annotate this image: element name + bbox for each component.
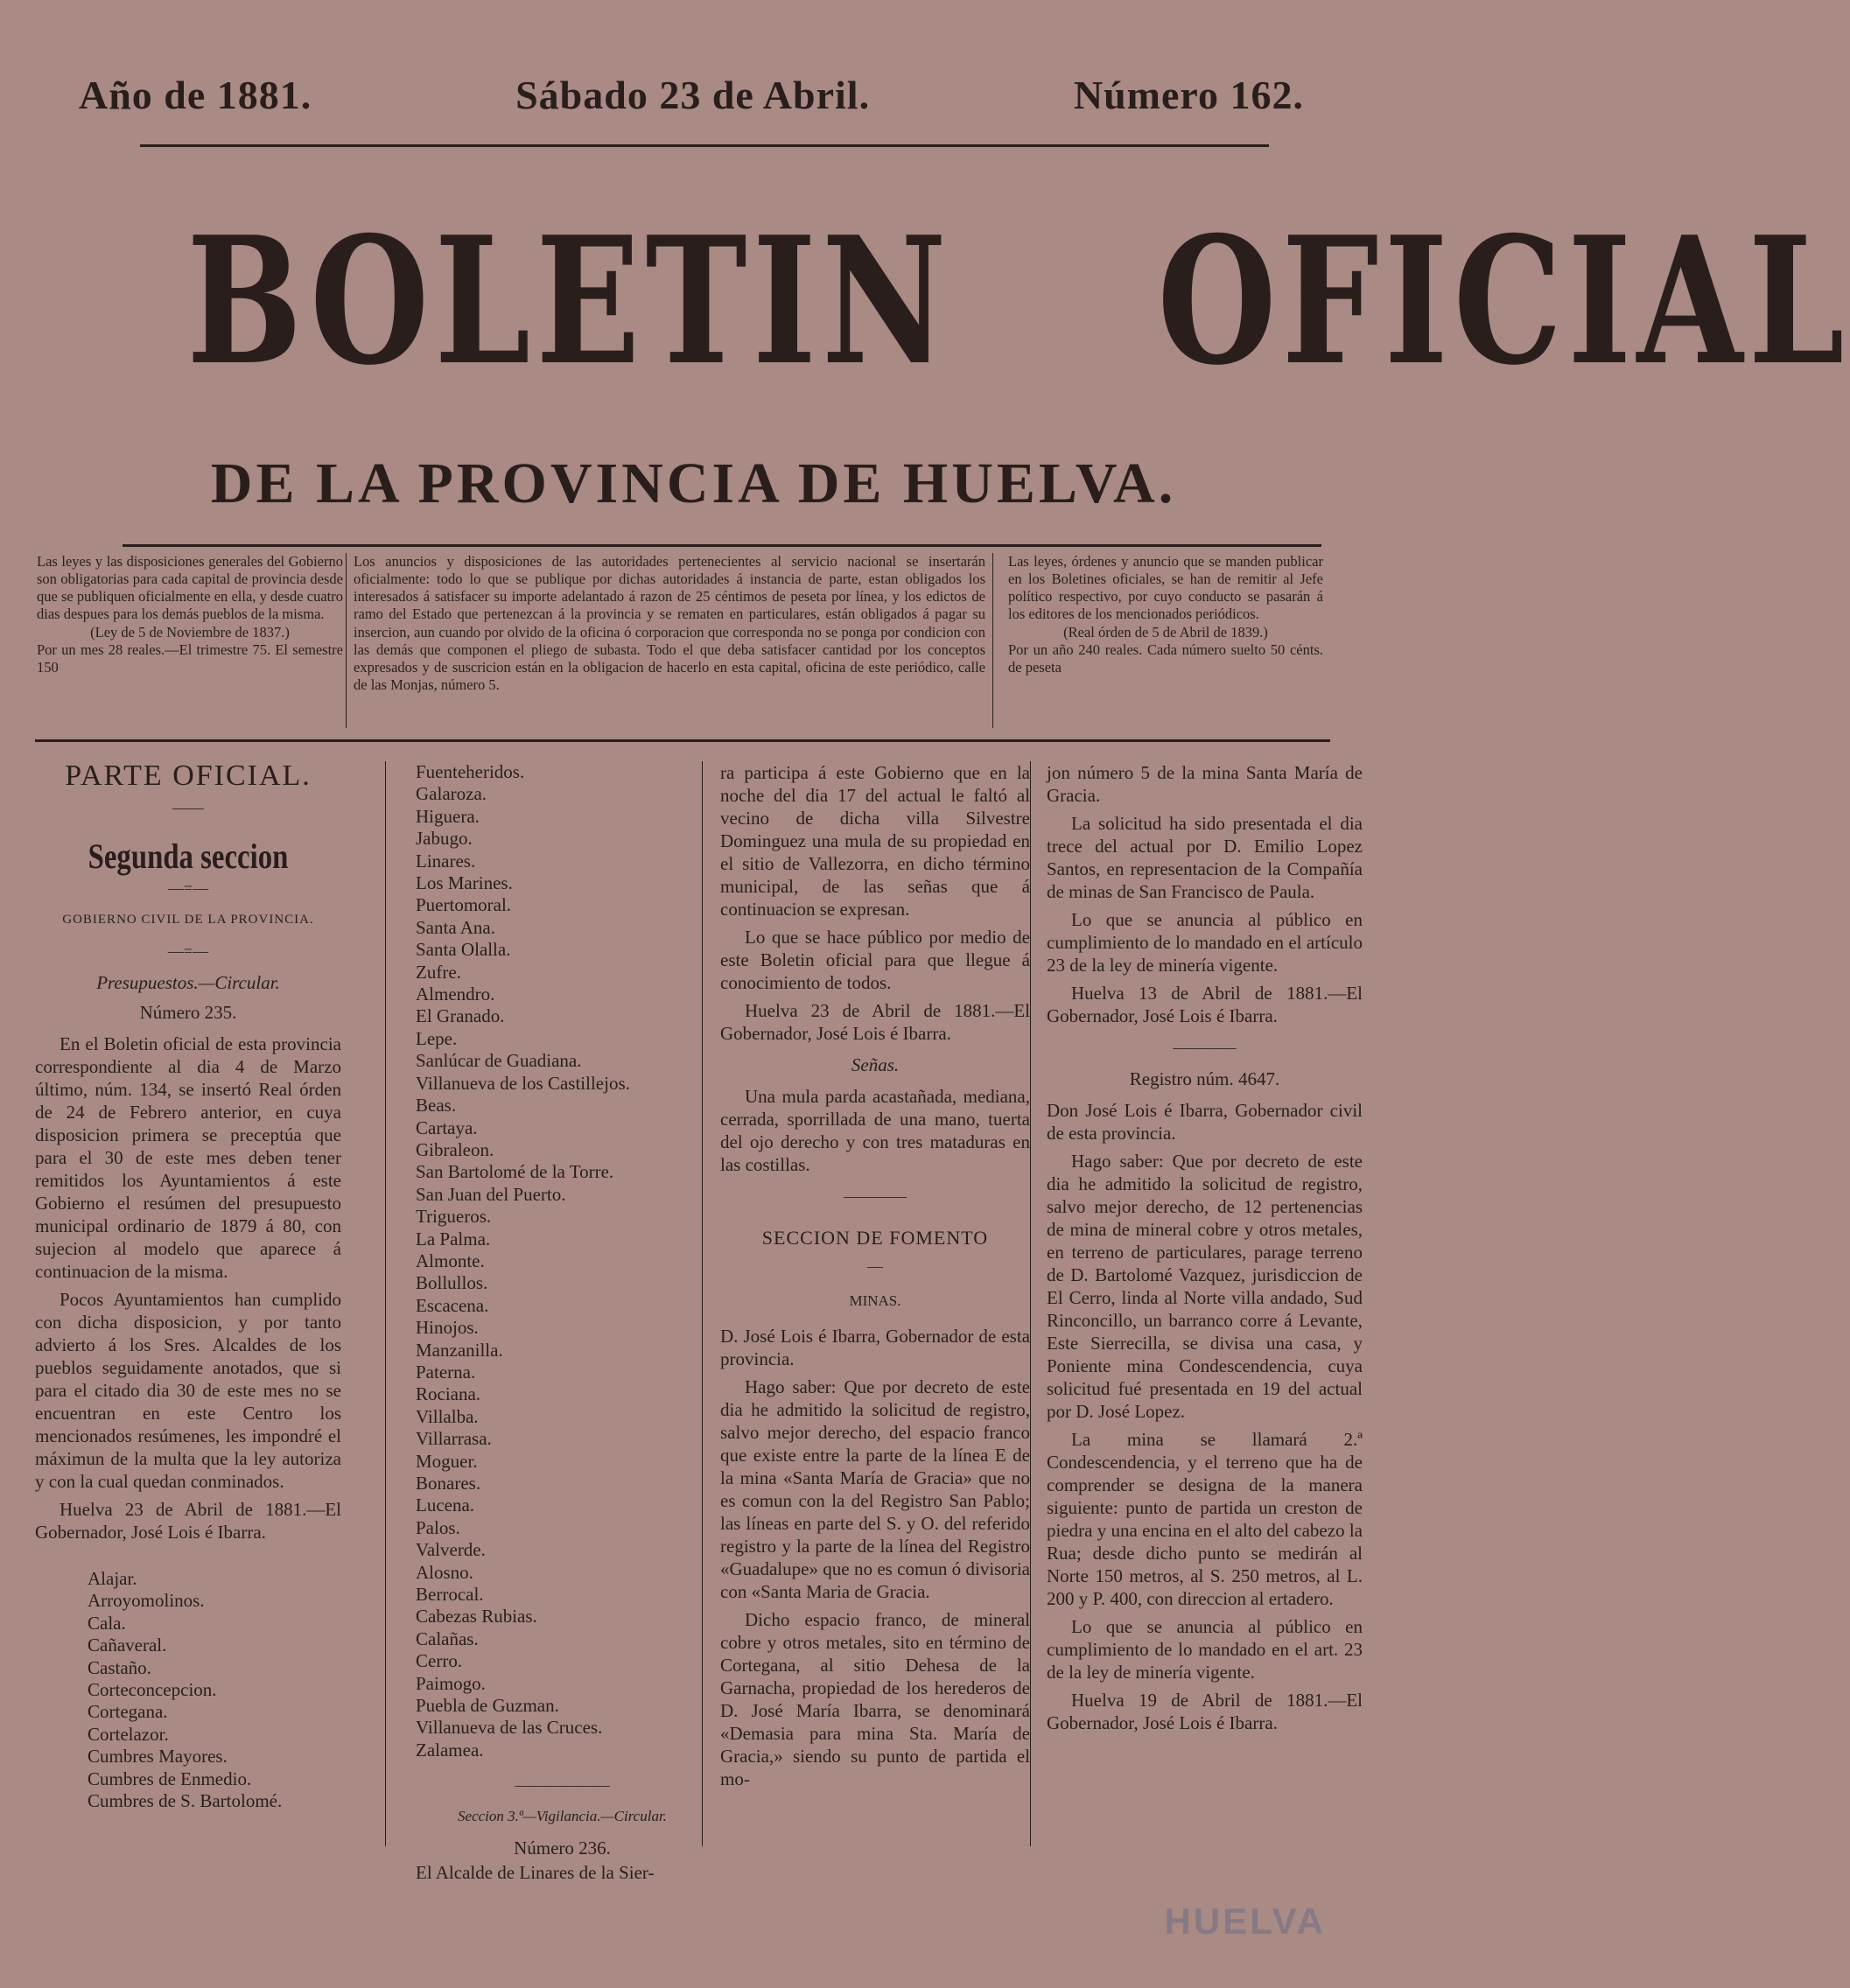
list-item: Linares. <box>416 850 476 872</box>
list-item: Almendro. <box>416 984 495 1005</box>
town-list <box>88 1568 341 1812</box>
issue-date: Sábado 23 de Abril. <box>515 72 871 117</box>
paragraph: Lo que se anuncia al público en cumplimiento de lo mandado en el art. 23 de la ley de minería vigente. <box>1047 1616 1363 1683</box>
list-item: San Juan del Puerto. <box>416 1183 566 1205</box>
circular-number: Número 235. <box>139 1002 237 1023</box>
list-item: Villanueva de las Cruces. <box>416 1717 603 1739</box>
paragraph: Pocos Ayuntamientos han cumplido con dicha disposicion, y por tanto advierto á los Sres. Alcaldes de los pueblos seguidamente anotados, que si para el citado dia 30 de este mes no se encuentran en este Centro los mencionados resúmenes, les impondré el máximun de la multa que la ley autoriza y con la cual quedan conminados. <box>35 1289 341 1492</box>
list-item: Corteconcepcion. <box>88 1679 217 1701</box>
signature: Huelva 23 de Abril de 1881.—El Gobernador, José Lois é Ibarra. <box>35 1499 341 1543</box>
ornament: ———— <box>844 1187 907 1205</box>
list-item: Higuera. <box>416 805 480 827</box>
column-3 <box>702 761 1030 1846</box>
paragraph: jon número 5 de la mina Santa María de Gracia. <box>1047 762 1363 806</box>
senas-heading: Señas. <box>851 1054 900 1075</box>
list-item: La Palma. <box>416 1228 491 1250</box>
list-item: Castaño. <box>88 1656 151 1678</box>
list-item: Zalamea. <box>416 1739 484 1760</box>
paragraph: Don José Lois é Ibarra, Gobernador civil de esta provincia. <box>1047 1100 1363 1144</box>
list-item: Bonares. <box>416 1473 481 1494</box>
ornament: —————— <box>515 1776 610 1795</box>
list-item: Rociana. <box>416 1383 481 1405</box>
issue-year: Año de 1881. <box>79 72 312 117</box>
list-item: Fuenteheridos. <box>416 761 525 782</box>
registro-heading: Registro núm. 4647. <box>1129 1068 1280 1089</box>
list-item: Valverde. <box>416 1539 486 1561</box>
list-item: Galaroza. <box>416 783 487 805</box>
segunda-seccion-heading: Segunda seccion <box>88 836 289 876</box>
list-item: Santa Olalla. <box>416 939 511 961</box>
list-item: Berrocal. <box>416 1584 484 1606</box>
column-2 <box>416 761 709 1884</box>
ornament: —— <box>172 799 204 816</box>
paragraph: Dicho espacio franco, de mineral cobre y otros metales, sito en término de Cortegana, al sitio Dehesa de la Garnacha, propiedad de los herederos de D. José María Ibarra, se denominará «Demasia para mina Sta. María de Gracia,» siendo su punto de partida el mo- <box>720 1609 1030 1789</box>
list-item: Trigueros. <box>416 1206 492 1228</box>
list-item: Hinojos. <box>416 1317 479 1339</box>
list-item: Bollullos. <box>416 1272 488 1294</box>
list-item: Cumbres Mayores. <box>88 1746 228 1768</box>
list-item: Lucena. <box>416 1494 475 1516</box>
list-item: Alajar. <box>88 1568 137 1589</box>
list-item: Villarrasa. <box>416 1428 492 1450</box>
masthead-word-oficial: OFICIAL <box>1157 199 1850 404</box>
paragraph: Hago saber: Que por decreto de este dia he admitido la solicitud de registro, salvo mejor derecho, de 12 pertenencias de mina de mineral cobre y otros metales, en terreno de particulares, parage terreno de D. Bartolomé Vazquez, jurisdiccion de El Cerro, linda al Norte villa andado, Sud Rinconcillo, un barranco corre á Levante, Este Sierrecilla, se divisa una casa, y Poniente mina Condescendencia, cuya solicitud fué presentada en 19 del actual por D. José Lopez. <box>1047 1151 1363 1422</box>
column-divider <box>385 761 386 1846</box>
vigilancia-number: Número 236. <box>514 1838 611 1859</box>
notice-right-ref: (Real órden de 5 de Abril de 1839.) <box>1063 623 1268 640</box>
notice-right-price: Por un año 240 reales. Cada número suelto 50 cénts. de peseta <box>1008 640 1323 676</box>
parte-oficial-heading: PARTE OFICIAL. <box>65 760 312 792</box>
vigilancia-heading: Seccion 3.ª—Vigilancia.—Circular. <box>458 1808 667 1825</box>
gobierno-heading: GOBIERNO CIVIL DE LA PROVINCIA. <box>62 913 314 927</box>
paragraph: La mina se llamará 2.ª Condescendencia, y el terreno que ha de comprender se designa de la manera siguiente: punto de partida un creston de piedra y una encina en el alto del cabezo la Rua; desde dicho punto se medirán al Norte 150 metros, al S. 250 metros, al L. 200 y P. 400, con direccion al ertadero. <box>1047 1429 1363 1609</box>
list-item: Jabugo. <box>416 828 473 850</box>
ornament: — <box>867 1257 883 1275</box>
notice-right-text: Las leyes, órdenes y anuncio que se manden publicar en los Boletines oficiales, se han de remitir al Jefe político respectivo, por cuyo conducto se pasarán á los editores de los mencionados periódicos. <box>1008 553 1323 623</box>
paragraph: La solicitud ha sido presentada el dia trece del actual por D. Emilio Lopez Santos, en representacion de la Compañía de minas de San Francisco de Paula. <box>1047 813 1363 902</box>
list-item: El Granado. <box>416 1005 505 1027</box>
paragraph: Lo que se hace público por medio de este Boletin oficial para que llegue á conocimiento de todos. <box>720 927 1030 993</box>
town-list <box>416 761 709 1761</box>
list-item: Gibraleon. <box>416 1138 494 1160</box>
list-item: Palos. <box>416 1516 460 1538</box>
notice-center-text: Los anuncios y disposiciones de las autoridades pertenecientes al servicio nacional se insertarán oficialmente: todo lo que se publique por dichas autoridades á instancia de parte, estan obligados los interesados á satisfacer su importe adelantado á razon de 25 céntimos de peseta por línea, y los edictos de ramo del Estado que pertenezcan á la provincia y se rematen en particulares, están obligados á pagar su insercion, aun cuando por olvido de la oficina ó corporacion que corresponda no se ponga por condicion con las demás que componen el pliego de subasta. Todo el que deba satisfacer cantidad por los conceptos expresados y de suscricion están en la obligacion de hacerlo en esta capital, oficina de este periódico, calle de las Monjas, número 5. <box>354 553 985 693</box>
signature: Huelva 13 de Abril de 1881.—El Gobernador, José Lois é Ibarra. <box>1047 983 1363 1026</box>
fomento-heading: SECCION DE FOMENTO <box>761 1227 989 1249</box>
header-rule <box>140 144 1269 147</box>
list-item: Manzanilla. <box>416 1339 503 1361</box>
issue-number: Número 162. <box>1073 72 1304 117</box>
list-item: Cumbres de S. Bartolomé. <box>88 1790 283 1812</box>
list-item: Paterna. <box>416 1361 476 1382</box>
list-item: Cerro. <box>416 1650 463 1672</box>
masthead-word-boletin: BOLETIN <box>186 199 952 404</box>
signature: Huelva 23 de Abril de 1881.—El Gobernador, José Lois é Ibarra. <box>720 1000 1030 1044</box>
list-item: Zufre. <box>416 961 461 983</box>
ornament: ———— <box>1173 1039 1237 1056</box>
list-item: Cumbres de Enmedio. <box>88 1768 252 1789</box>
masthead-subtitle: DE LA PROVINCIA DE HUELVA. <box>210 452 1177 515</box>
list-item: Cabezas Rubias. <box>416 1606 537 1628</box>
issue-header <box>79 68 1304 121</box>
column-1 <box>35 761 341 1846</box>
list-item: Beas. <box>416 1095 457 1116</box>
list-item: San Bartolomé de la Torre. <box>416 1161 614 1183</box>
list-item: Sanlúcar de Guadiana. <box>416 1050 582 1072</box>
list-item: Cortegana. <box>88 1701 168 1723</box>
list-item: Calañas. <box>416 1628 479 1649</box>
notice-left-ref: (Ley de 5 de Noviembre de 1837.) <box>90 623 290 640</box>
list-item: Cañaveral. <box>88 1634 167 1656</box>
list-item: Arroyomolinos. <box>88 1590 205 1612</box>
list-item: Escacena. <box>416 1294 489 1316</box>
list-item: Alosno. <box>416 1561 473 1583</box>
notice-center <box>346 553 993 728</box>
column-4 <box>1030 761 1363 1846</box>
list-item: Villanueva de los Castillejos. <box>416 1072 630 1094</box>
notice-right <box>1008 553 1323 728</box>
list-item: Cortelazor. <box>88 1723 169 1745</box>
list-item: Almonte. <box>416 1250 485 1271</box>
paragraph: En el Boletin oficial de esta provincia correspondiente al dia 4 de Marzo último, núm. 134, se insertó Real órden de 24 de Febrero anterior, en cuya disposicion primera se preceptúa que para el 30 de este mes deben tener remitidos los Ayuntamientos á este Gobierno el resúmen del presupuesto municipal ordinario de 1879 á 80, con sujecion al modelo que aparece á continuacion de la misma. <box>35 1033 341 1282</box>
list-item: Paimogo. <box>416 1672 486 1694</box>
minas-heading: MINAS. <box>849 1292 901 1309</box>
list-item: Puertomoral. <box>416 894 512 916</box>
ornament: —=— <box>167 879 209 897</box>
archive-stamp-watermark: HUELVA <box>1164 1900 1326 1942</box>
ornament: —=— <box>167 942 209 960</box>
paragraph: D. José Lois é Ibarra, Gobernador de esta provincia. <box>720 1326 1030 1369</box>
article-columns <box>35 760 1363 1978</box>
notice-left <box>37 553 343 728</box>
list-item: Puebla de Guzman. <box>416 1695 559 1717</box>
list-item: Villalba. <box>416 1405 479 1427</box>
masthead <box>79 179 1850 424</box>
paragraph: Lo que se anuncia al público en cumplimiento de lo mandado en el artículo 23 de la ley de minería vigente. <box>1047 909 1363 976</box>
subtitle-rule <box>123 544 1321 547</box>
notice-left-price: Por un mes 28 reales.—El trimestre 75. El semestre 150 <box>37 640 343 676</box>
notice-rule <box>35 739 1330 742</box>
list-item: Cala. <box>88 1612 126 1634</box>
circular-heading: Presupuestos.—Circular. <box>96 972 280 993</box>
paragraph: ra participa á este Gobierno que en la noche del dia 17 del actual le faltó al vecino de dicha villa Silvestre Dominguez una mula de su propiedad en el sitio de Vallezorra, en dicho término municipal, de las señas que á continuacion se expresan. <box>720 762 1030 920</box>
list-item: Moguer. <box>416 1450 478 1472</box>
list-item: Cartaya. <box>416 1116 478 1138</box>
list-item: Los Marines. <box>416 872 513 894</box>
list-item: Santa Ana. <box>416 916 495 938</box>
notice-left-text: Las leyes y las disposiciones generales del Gobierno son obligatorias para cada capital de provincia desde que se publiquen oficialmente en ella, y desde cuatro dias despues para los demás pueblos de la misma. <box>37 553 343 623</box>
paragraph: Una mula parda acastañada, mediana, cerrada, sporrillada de una mano, tuerta del ojo derecho y con tres mataduras en las costillas. <box>720 1086 1030 1175</box>
paragraph: El Alcalde de Linares de la Sier- <box>416 1862 655 1884</box>
list-item: Lepe. <box>416 1027 458 1049</box>
signature: Huelva 19 de Abril de 1881.—El Gobernador, José Lois é Ibarra. <box>1047 1690 1363 1733</box>
paragraph: Hago saber: Que por decreto de este dia he admitido la solicitud de registro, salvo mejor derecho, del espacio franco que existe entre la parte de la línea E de la mina «Santa María de Gracia» que no es comun con la del Registro San Pablo; las líneas en parte del S. y O. del referido registro y la parte de la línea del Registro «Guadalupe» que no es comun ó divisoria con «Santa Maria de Gracia. <box>720 1376 1030 1602</box>
